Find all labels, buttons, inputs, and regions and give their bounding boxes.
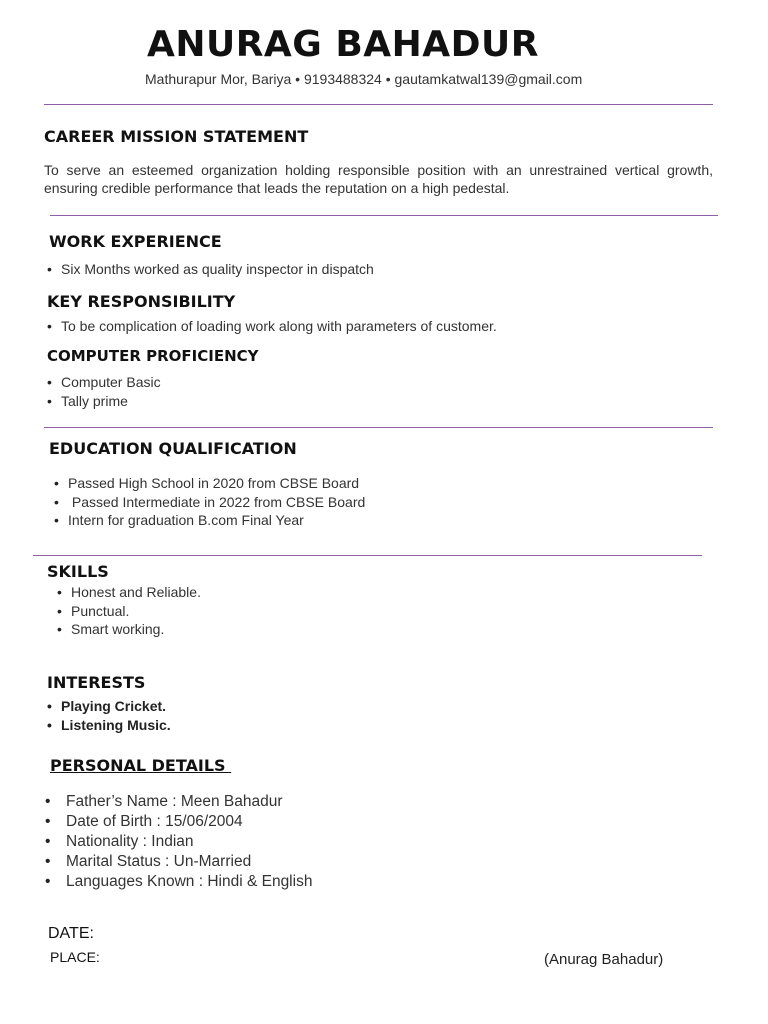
divider — [33, 555, 702, 556]
interests-list — [61, 697, 171, 734]
contact-line: Mathurapur Mor, Bariya • 9193488324 • gautamkatwal139@gmail.com — [145, 71, 583, 87]
list-item: • Languages Known : Hindi & English — [66, 872, 312, 892]
list-item: • Marital Status : Un-Married — [66, 852, 312, 872]
work-experience-heading: WORK EXPERIENCE — [49, 232, 222, 251]
signature: (Anurag Bahadur) — [544, 951, 664, 968]
list-item: • Six Months worked as quality inspector in dispatch — [61, 260, 374, 279]
list-item: • Father’s Name : Meen Bahadur — [66, 792, 312, 812]
divider — [50, 215, 718, 216]
place-label: PLACE: — [50, 949, 100, 965]
list-item: • Smart working. — [71, 620, 201, 639]
career-heading: CAREER MISSION STATEMENT — [44, 127, 309, 146]
personal-details-list — [66, 792, 312, 892]
career-statement: To serve an esteemed organization holding responsible position with an unrestrained vertical growth, ensuring credible performance that leads the reputation on a high pedestal. — [44, 162, 713, 196]
list-item: • Computer Basic — [61, 373, 161, 392]
computer-proficiency-heading: COMPUTER PROFICIENCY — [47, 347, 259, 365]
list-item: • Passed Intermediate in 2022 from CBSE Board — [68, 493, 365, 512]
personal-details-heading: PERSONAL DETAILS — [50, 756, 232, 775]
candidate-name: ANURAG BAHADUR — [146, 24, 539, 65]
list-item: • To be complication of loading work along with parameters of customer. — [61, 317, 497, 336]
interests-heading: INTERESTS — [47, 673, 146, 692]
date-label: DATE: — [48, 925, 94, 942]
divider — [44, 104, 713, 105]
list-item: • Listening Music. — [61, 716, 171, 735]
list-item: • Passed High School in 2020 from CBSE Board — [68, 474, 365, 493]
skills-list — [71, 583, 201, 639]
key-responsibility-list — [61, 317, 497, 336]
work-experience-list — [61, 260, 374, 279]
list-item: • Playing Cricket. — [61, 697, 171, 716]
list-item: • Nationality : Indian — [66, 832, 312, 852]
computer-proficiency-list — [61, 373, 161, 410]
list-item: • Tally prime — [61, 392, 161, 411]
education-list — [68, 474, 365, 530]
list-item: • Honest and Reliable. — [71, 583, 201, 602]
education-heading: EDUCATION QUALIFICATION — [49, 439, 297, 458]
key-responsibility-heading: KEY RESPONSIBILITY — [47, 292, 236, 311]
skills-heading: SKILLS — [47, 562, 109, 581]
list-item: • Punctual. — [71, 602, 201, 621]
list-item: • Date of Birth : 15/06/2004 — [66, 812, 312, 832]
divider — [44, 427, 713, 428]
list-item: • Intern for graduation B.com Final Year — [68, 511, 365, 530]
